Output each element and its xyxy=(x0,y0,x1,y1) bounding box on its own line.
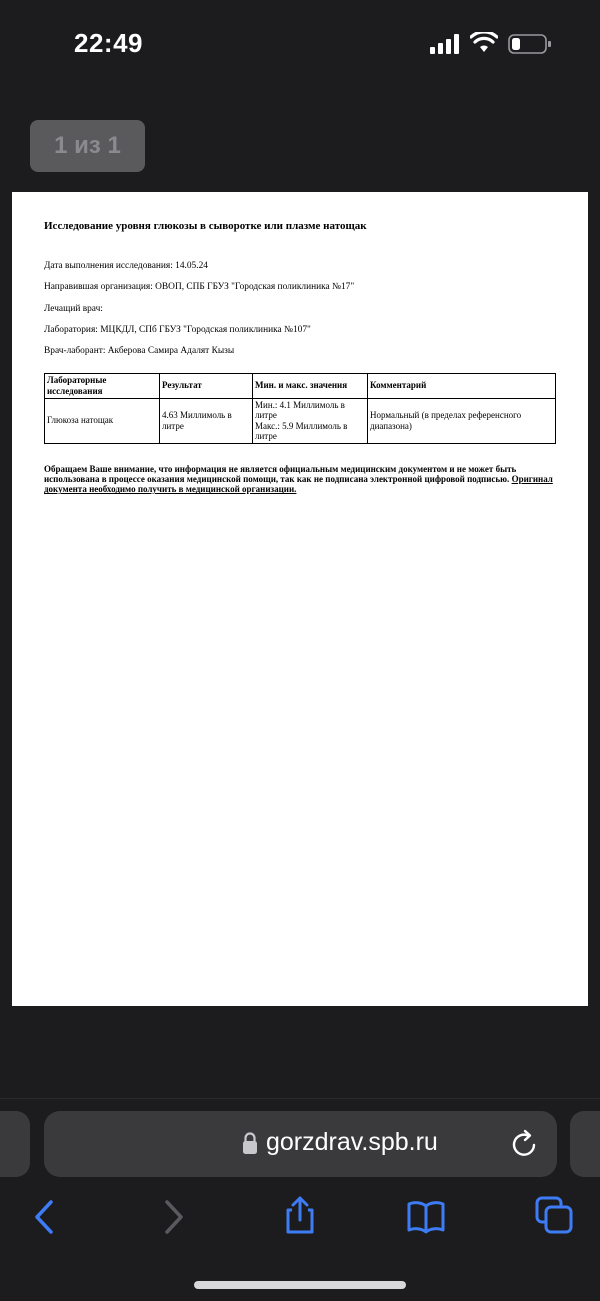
disclaimer-underlined: Оригинал документа необходимо получить в медицинской организации. xyxy=(44,473,553,495)
disclaimer-text: Обращаем Ваше внимание, что информация не является официальным медицинским документом и не может быть использована в процессе оказания медицинской помощи, так как не подписана электронной цифровой подписью. xyxy=(44,463,517,484)
back-icon[interactable] xyxy=(24,1197,64,1237)
reload-icon[interactable] xyxy=(510,1129,540,1159)
battery-icon xyxy=(508,34,552,54)
document-content xyxy=(44,220,556,495)
field-doctor: Лечащий врач: xyxy=(44,303,103,314)
cell-range xyxy=(253,398,368,443)
forward-icon[interactable] xyxy=(154,1197,194,1237)
table-header-row xyxy=(45,373,556,398)
header-tests: Лабораторные исследования xyxy=(45,373,160,398)
previous-tab-preview[interactable] xyxy=(0,1111,30,1177)
range-max: Макс.: 5.9 Миллимоль в литре xyxy=(255,420,348,441)
table-row xyxy=(45,398,556,443)
wifi-icon xyxy=(470,32,498,54)
tabs-icon[interactable] xyxy=(534,1195,574,1235)
field-date: Дата выполнения исследования: 14.05.24 xyxy=(44,261,208,272)
disclaimer xyxy=(44,464,556,495)
cell-test: Глюкоза натощак xyxy=(45,398,160,443)
field-laboratory: Лаборатория: МЦКДЛ, СПб ГБУЗ "Городская поликлиника №107" xyxy=(44,325,311,336)
address-bar[interactable] xyxy=(44,1111,557,1177)
document-page xyxy=(12,192,588,1006)
field-lab-doctor: Врач-лаборант: Акберова Самира Адалят Кызы xyxy=(44,346,235,357)
header-range: Мин. и макс. значения xyxy=(253,373,368,398)
field-referring-org: Направившая организация: ОВОП, СПБ ГБУЗ "Городская поликлиника №17" xyxy=(44,282,355,293)
header-result: Результат xyxy=(160,373,253,398)
browser-toolbar xyxy=(0,1098,600,1301)
signal-icon xyxy=(430,34,460,54)
cell-comment: Нормальный (в пределах референсного диапазона) xyxy=(368,398,556,443)
range-min: Мин.: 4.1 Миллимоль в литре xyxy=(255,399,345,421)
document-title: Исследование уровня глюкозы в сыворотке или плазме натощак xyxy=(44,220,367,232)
status-bar xyxy=(0,0,600,90)
url-text: gorzdrav.spb.ru xyxy=(266,1128,438,1156)
cell-result: 4.63 Миллимоль в литре xyxy=(160,398,253,443)
results-table xyxy=(44,373,556,444)
lock-icon xyxy=(242,1131,258,1155)
document-viewer xyxy=(0,90,600,1098)
next-tab-preview[interactable] xyxy=(570,1111,600,1177)
home-indicator[interactable] xyxy=(194,1281,406,1289)
bookmarks-icon[interactable] xyxy=(406,1197,446,1237)
page-counter: 1 из 1 xyxy=(30,120,145,172)
header-comment: Комментарий xyxy=(368,373,556,398)
status-time: 22:49 xyxy=(74,28,143,58)
share-icon[interactable] xyxy=(280,1195,320,1235)
